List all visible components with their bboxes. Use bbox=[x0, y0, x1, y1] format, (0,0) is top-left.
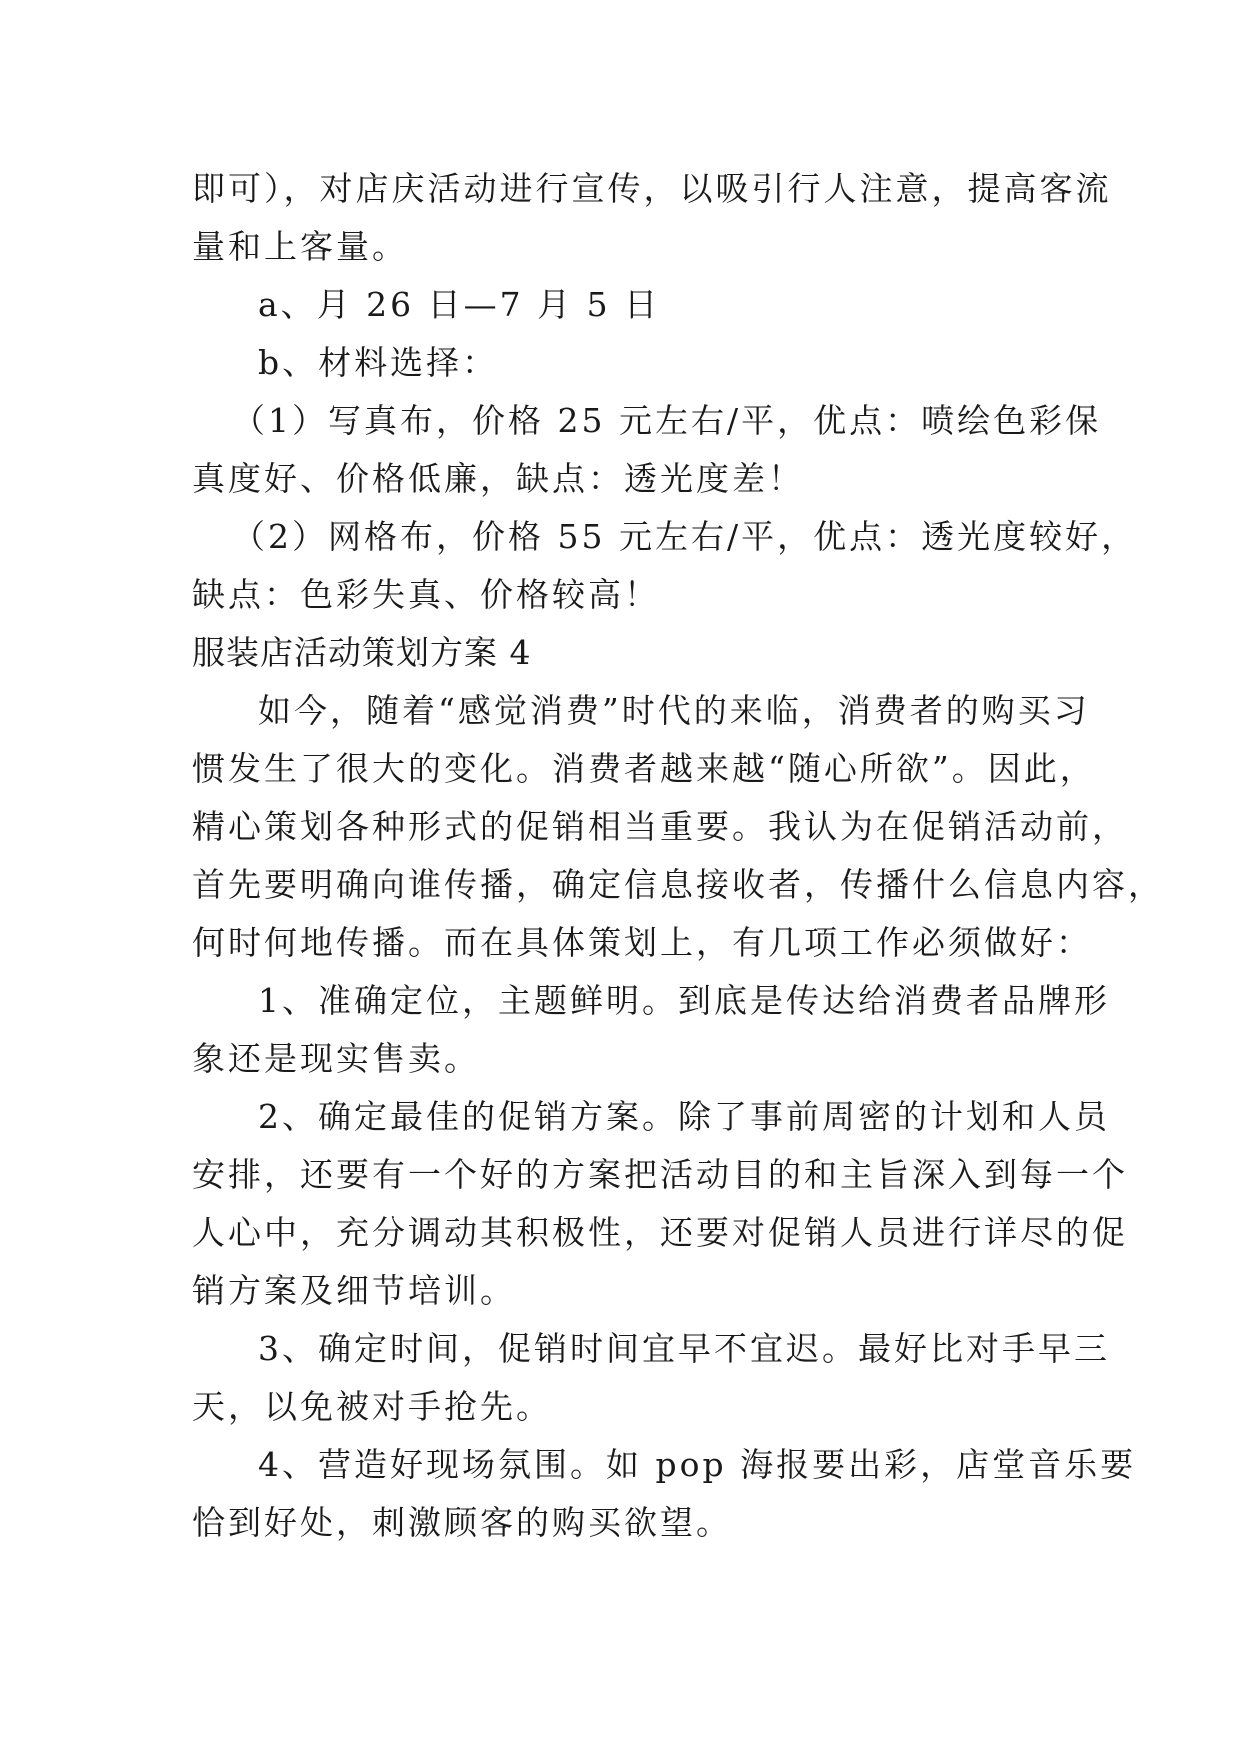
paragraph-line: 精心策划各种形式的促销相当重要。我认为在促销活动前， bbox=[192, 807, 1128, 846]
paragraph-line: （1）写真布，价格 25 元左右/平，优点：喷绘色彩保 bbox=[232, 401, 1102, 440]
section-heading: 服装店活动策划方案 4 bbox=[192, 633, 532, 672]
paragraph-line: 4、营造好现场氛围。如 pop 海报要出彩，店堂音乐要 bbox=[258, 1445, 1137, 1484]
paragraph-line: 人心中，充分调动其积极性，还要对促销人员进行详尽的促 bbox=[192, 1213, 1128, 1252]
paragraph-line: 天，以免被对手抢先。 bbox=[192, 1387, 552, 1426]
paragraph-line: a、月 26 日—7 月 5 日 bbox=[258, 285, 661, 324]
paragraph-line: 首先要明确向谁传播，确定信息接收者，传播什么信息内容， bbox=[192, 865, 1164, 904]
paragraph-line: 1、准确定位，主题鲜明。到底是传达给消费者品牌形 bbox=[258, 981, 1110, 1020]
paragraph-line: 何时何地传播。而在具体策划上，有几项工作必须做好： bbox=[192, 923, 1092, 962]
paragraph-line: 缺点：色彩失真、价格较高！ bbox=[192, 575, 660, 614]
paragraph-line: b、材料选择： bbox=[258, 343, 499, 382]
paragraph-line: 即可），对店庆活动进行宣传，以吸引行人注意，提高客流 bbox=[192, 169, 1112, 208]
document-page bbox=[192, 160, 1164, 1552]
paragraph-line: 量和上客量。 bbox=[192, 227, 408, 266]
paragraph-line: 象还是现实售卖。 bbox=[192, 1039, 480, 1078]
paragraph-line: （2）网格布，价格 55 元左右/平，优点：透光度较好， bbox=[232, 517, 1138, 556]
paragraph-line: 2、确定最佳的促销方案。除了事前周密的计划和人员 bbox=[258, 1097, 1110, 1136]
paragraph-line: 真度好、价格低廉，缺点：透光度差！ bbox=[192, 459, 804, 498]
paragraph-line: 恰到好处，刺激顾客的购买欲望。 bbox=[192, 1503, 732, 1542]
paragraph-line: 安排，还要有一个好的方案把活动目的和主旨深入到每一个 bbox=[192, 1155, 1128, 1194]
paragraph-line: 如今，随着“感觉消费”时代的来临，消费者的购买习 bbox=[258, 691, 1090, 730]
paragraph-line: 销方案及细节培训。 bbox=[192, 1271, 516, 1310]
paragraph-line: 惯发生了很大的变化。消费者越来越“随心所欲”。因此， bbox=[192, 749, 1096, 788]
paragraph-line: 3、确定时间，促销时间宜早不宜迟。最好比对手早三 bbox=[258, 1329, 1110, 1368]
